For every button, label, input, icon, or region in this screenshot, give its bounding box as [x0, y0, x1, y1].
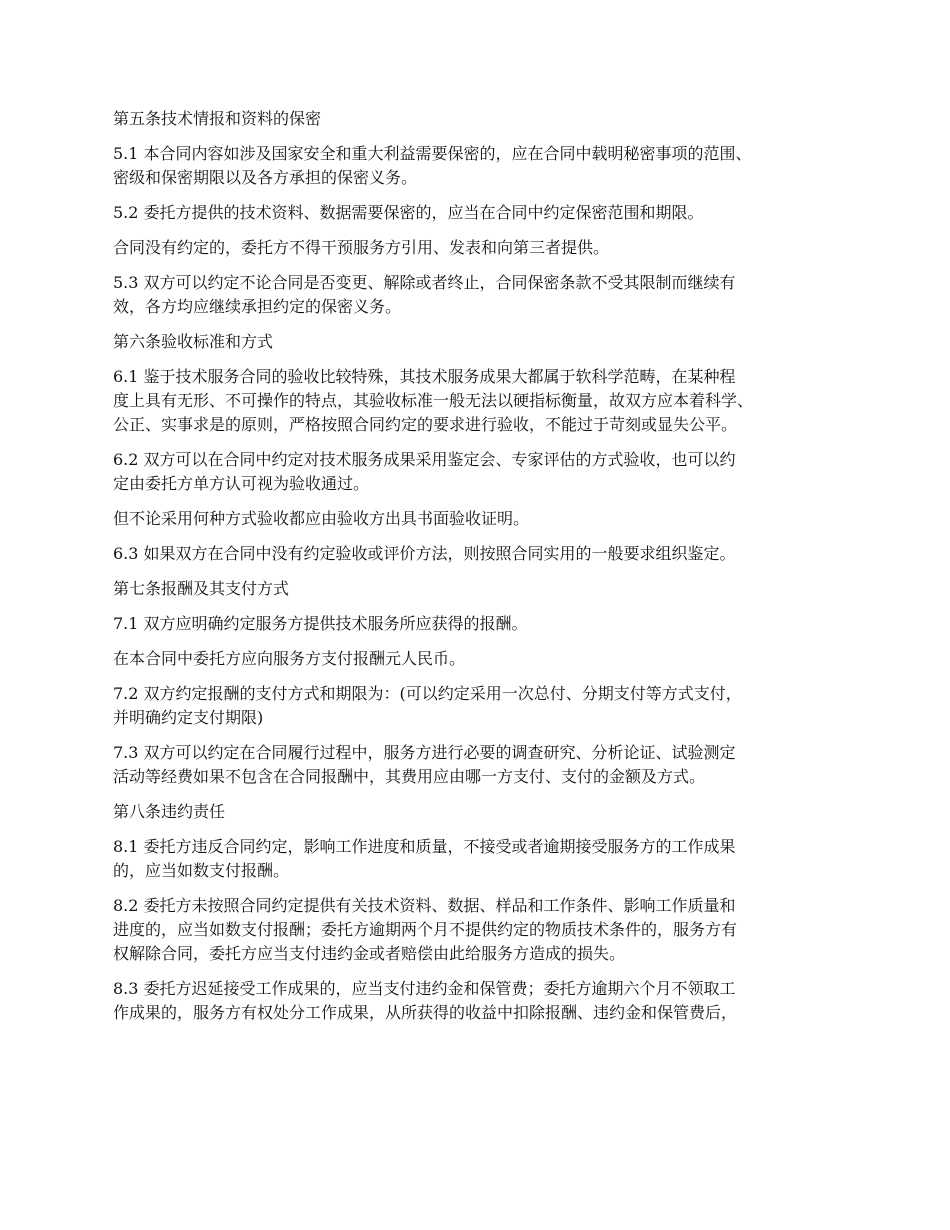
clause-5-1: 5.1 本合同内容如涉及国家安全和重大利益需要保密的，应在合同中载明秘密事项的范围、 密级和保密期限以及各方承担的保密义务。 — [113, 144, 752, 187]
clause-7-1-note: 在本合同中委托方应向服务方支付报酬元人民币。 — [113, 649, 466, 668]
clause-7-1: 7.1 双方应明确约定服务方提供技术服务所应获得的报酬。 — [113, 614, 528, 633]
clause-8-3: 8.3 委托方迟延接受工作成果的，应当支付违约金和保管费；委托方逾期六个月不领取工 作成果的，服务方有权处分工作成果，从所获得的收益中扣除报酬、违约金和保管费后， — [113, 979, 738, 1022]
section-heading-5: 第五条技术情报和资料的保密 — [113, 109, 322, 128]
clause-6-2-note: 但不论采用何种方式验收都应由验收方出具书面验收证明。 — [113, 509, 530, 528]
clause-5-3: 5.3 双方可以约定不论合同是否变更、解除或者终止，合同保密条款不受其限制而继续有 效，各方均应继续承担约定的保密义务。 — [113, 273, 736, 316]
clause-5-2: 5.2 委托方提供的技术资料、数据需要保密的，应当在合同中约定保密范围和期限。 — [113, 203, 704, 222]
clause-8-2: 8.2 委托方未按照合同约定提供有关技术资料、数据、样品和工作条件、影响工作质量和 进度的，应当如数支付报酬；委托方逾期两个月不提供约定的物质技术条件的，服务方有 权解除合同，委托方应当支付违约金或者赔偿由此给服务方造成的损失。 — [113, 896, 738, 963]
clause-8-1: 8.1 委托方违反合同约定，影响工作进度和质量，不接受或者逾期接受服务方的工作成果 的，应当如数支付报酬。 — [113, 837, 736, 880]
clause-5-2-note: 合同没有约定的，委托方不得干预服务方引用、发表和向第三者提供。 — [113, 238, 610, 257]
section-heading-8: 第八条违约责任 — [113, 802, 226, 821]
clause-7-3: 7.3 双方可以约定在合同履行过程中，服务方进行必要的调查研究、分析论证、试验测定 活动等经费如果不包含在合同报酬中，其费用应由哪一方支付、支付的金额及方式。 — [113, 743, 736, 786]
document-body — [113, 107, 853, 1036]
clause-6-1: 6.1 鉴于技术服务合同的验收比较特殊，其技术服务成果大都属于软科学范畴，在某种程 度上具有无形、不可操作的特点，其验收标准一般无法以硬指标衡量，故双方应本着科学、 公正、实事求是的原则，严格按照合同约定的要求进行验收，不能过于苛刻或显失公平。 — [113, 367, 754, 434]
section-heading-6: 第六条验收标准和方式 — [113, 332, 274, 351]
clause-6-3: 6.3 如果双方在合同中没有约定验收或评价方法，则按照合同实用的一般要求组织鉴定。 — [113, 544, 736, 563]
section-heading-7: 第七条报酬及其支付方式 — [113, 579, 290, 598]
clause-7-2: 7.2 双方约定报酬的支付方式和期限为：(可以约定采用一次总付、分期支付等方式支付， 并明确约定支付期限) — [113, 684, 742, 727]
clause-6-2: 6.2 双方可以在合同中约定对技术服务成果采用鉴定会、专家评估的方式验收，也可以约 定由委托方单方认可视为验收通过。 — [113, 450, 736, 493]
